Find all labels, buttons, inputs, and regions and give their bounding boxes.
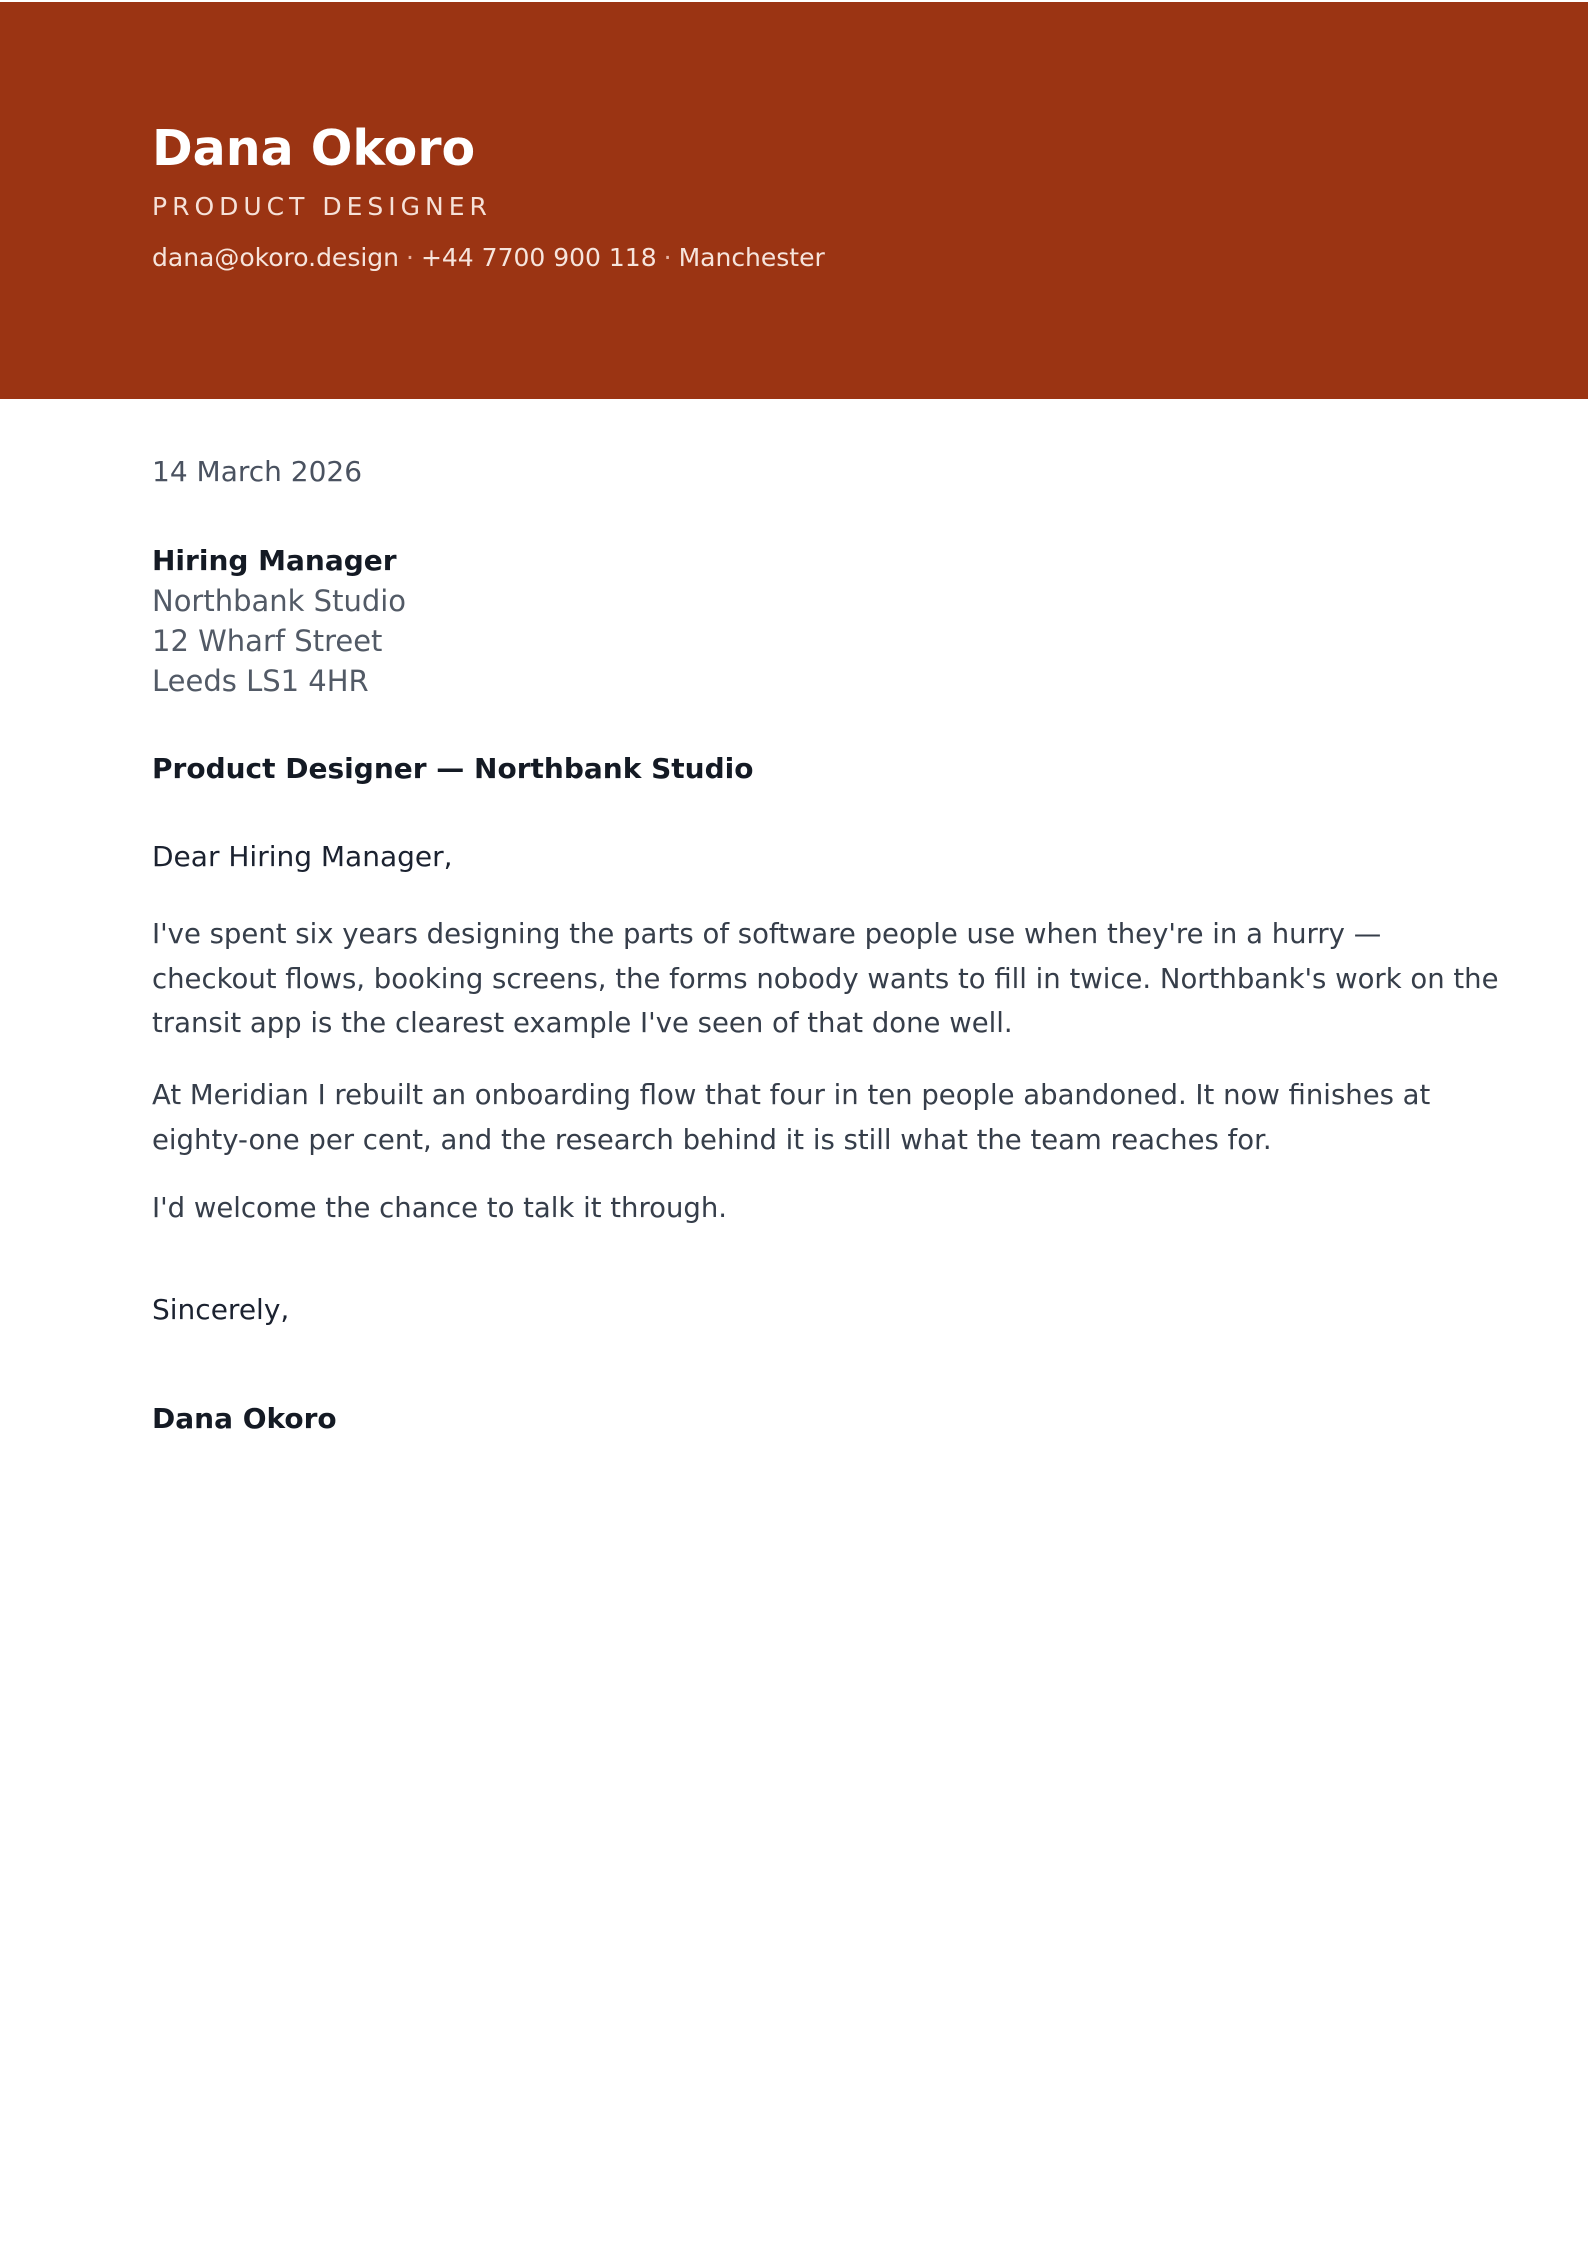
letterhead-banner bbox=[0, 2, 1588, 399]
sender-name: Dana Okoro bbox=[152, 120, 476, 177]
body-paragraph bbox=[152, 1073, 1452, 1162]
contact-separator: · bbox=[406, 243, 414, 272]
recipient-company: Northbank Studio bbox=[152, 584, 407, 618]
paragraph-line: At Meridian I rebuilt an onboarding flow that four in ten people abandoned. It now finishes at bbox=[152, 1079, 1431, 1111]
sender-title: PRODUCT DESIGNER bbox=[152, 192, 492, 221]
letter-salutation: Dear Hiring Manager, bbox=[152, 840, 453, 873]
letter-subject: Product Designer — Northbank Studio bbox=[152, 752, 754, 785]
body-paragraph bbox=[152, 1186, 1452, 1231]
recipient-name: Hiring Manager bbox=[152, 544, 397, 577]
body-paragraph bbox=[152, 912, 1499, 1046]
letter-date: 14 March 2026 bbox=[152, 455, 363, 488]
letter-signature: Dana Okoro bbox=[152, 1402, 337, 1435]
recipient-street: 12 Wharf Street bbox=[152, 624, 383, 658]
recipient-city: Leeds LS1 4HR bbox=[152, 664, 369, 698]
contact-line bbox=[152, 243, 825, 272]
recipient-block bbox=[152, 541, 406, 701]
paragraph-line: I've spent six years designing the parts of software people use when they're in a hurry — bbox=[152, 918, 1382, 950]
paragraph-line: transit app is the clearest example I've seen of that done well. bbox=[152, 1007, 1013, 1039]
paragraph-line: I'd welcome the chance to talk it through. bbox=[152, 1192, 728, 1224]
sender-email: dana@okoro.design bbox=[152, 243, 399, 272]
paragraph-line: eighty-one per cent, and the research behind it is still what the team reaches for. bbox=[152, 1123, 1272, 1156]
sender-phone: +44 7700 900 118 bbox=[420, 243, 657, 272]
paragraph-line: checkout flows, booking screens, the forms nobody wants to fill in twice. Northbank's work on the bbox=[152, 962, 1499, 995]
sender-location: Manchester bbox=[678, 243, 825, 272]
contact-separator: · bbox=[663, 243, 672, 272]
letter-closing: Sincerely, bbox=[152, 1293, 290, 1326]
